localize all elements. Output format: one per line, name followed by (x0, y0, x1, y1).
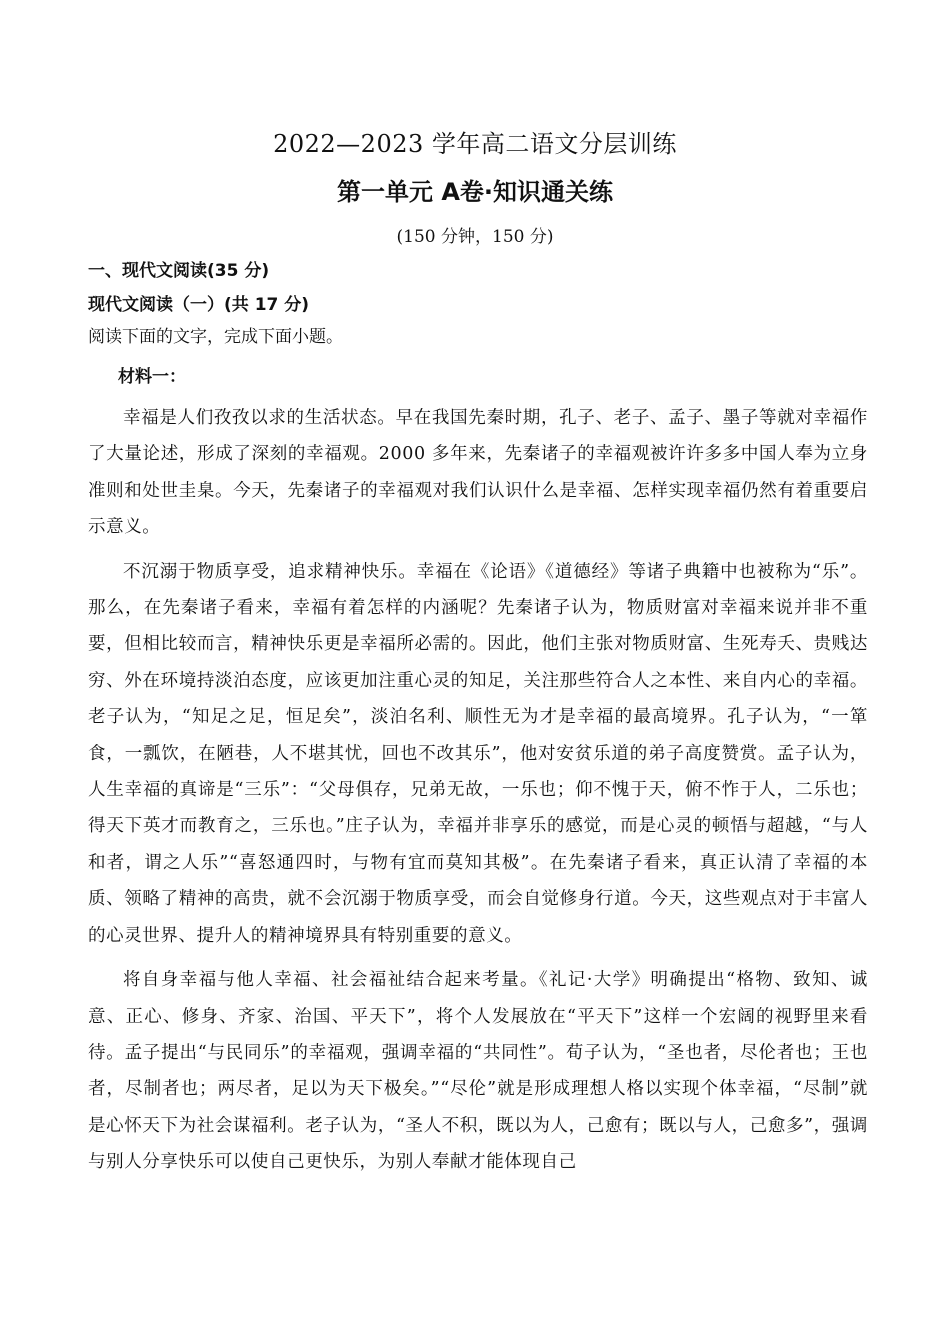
document-title: 2022—2023 学年高二语文分层训练 (273, 130, 677, 158)
exam-duration: (150 分钟，150 分) (396, 227, 554, 247)
paragraph-1: 幸福是人们孜孜以求的生活状态。早在我国先秦时期，孔子、老子、孟子、墨子等就对幸福作了大量论述，形成了深刻的幸福观。2000 多年来，先秦诸子的幸福观被许许多多中国人奉为立身准则和处世圭臬。今天，先秦诸子的幸福观对我们认识什么是幸福、怎样实现幸福仍然有着重要启示意义。 (88, 408, 868, 538)
subsection-heading: 现代文阅读（一）(共 17 分) (88, 295, 310, 315)
paragraph-2: 不沉溺于物质享受，追求精神快乐。幸福在《论语》《道德经》等诸子典籍中也被称为“乐”。那么，在先秦诸子看来，幸福有着怎样的内涵呢？先秦诸子认为，物质财富对幸福来说并非不重要，但相比较而言，精神快乐更是幸福所必需的。因此，他们主张对物质财富、生死寿夭、贵贱达穷、外在环境持淡泊态度，应该更加注重心灵的知足，关注那些符合人之本性、来自内心的幸福。老子认为，“知足之足，恒足矣”，淡泊名利、顺性无为才是幸福的最高境界。孔子认为，“一箪食，一瓢饮，在陋巷，人不堪其忧，回也不改其乐”，他对安贫乐道的弟子高度赞赏。孟子认为，人生幸福的真谛是“三乐”：“父母俱存，兄弟无故，一乐也；仰不愧于天，俯不怍于人，二乐也；得天下英才而教育之，三乐也。”庄子认为，幸福并非享乐的感觉，而是心灵的顿悟与超越，“与人和者，谓之人乐”“喜怒通四时，与物有宜而莫知其极”。在先秦诸子看来，真正认清了幸福的本质、领略了精神的高贵，就不会沉溺于物质享受，而会自觉修身行道。今天，这些观点对于丰富人的心灵世界、提升人的精神境界具有特别重要的意义。 (88, 561, 868, 946)
instruction-text: 阅读下面的文字，完成下面小题。 (88, 327, 343, 347)
document-subtitle: 第一单元 A卷·知识通关练 (336, 178, 614, 206)
reading-passage (88, 400, 868, 1181)
material-label: 材料一： (118, 367, 186, 387)
section-heading: 一、现代文阅读(35 分) (88, 261, 270, 281)
paragraph-3: 将自身幸福与他人幸福、社会福祉结合起来考量。《礼记·大学》明确提出“格物、致知、诚意、正心、修身、齐家、治国、平天下”，将个人发展放在“平天下”这样一个宏阔的视野里来看待。孟子提出“与民同乐”的幸福观，强调幸福的“共同性”。荀子认为，“圣也者，尽伦者也；王也者，尽制者也；两尽者，足以为天下极矣。”“尽伦”就是形成理想人格以实现个体幸福，“尽制”就是心怀天下为社会谋福利。老子认为，“圣人不积，既以为人，己愈有；既以与人，己愈多”，强调与别人分享快乐可以使自己更快乐，为别人奉献才能体现自己 (88, 970, 868, 1173)
